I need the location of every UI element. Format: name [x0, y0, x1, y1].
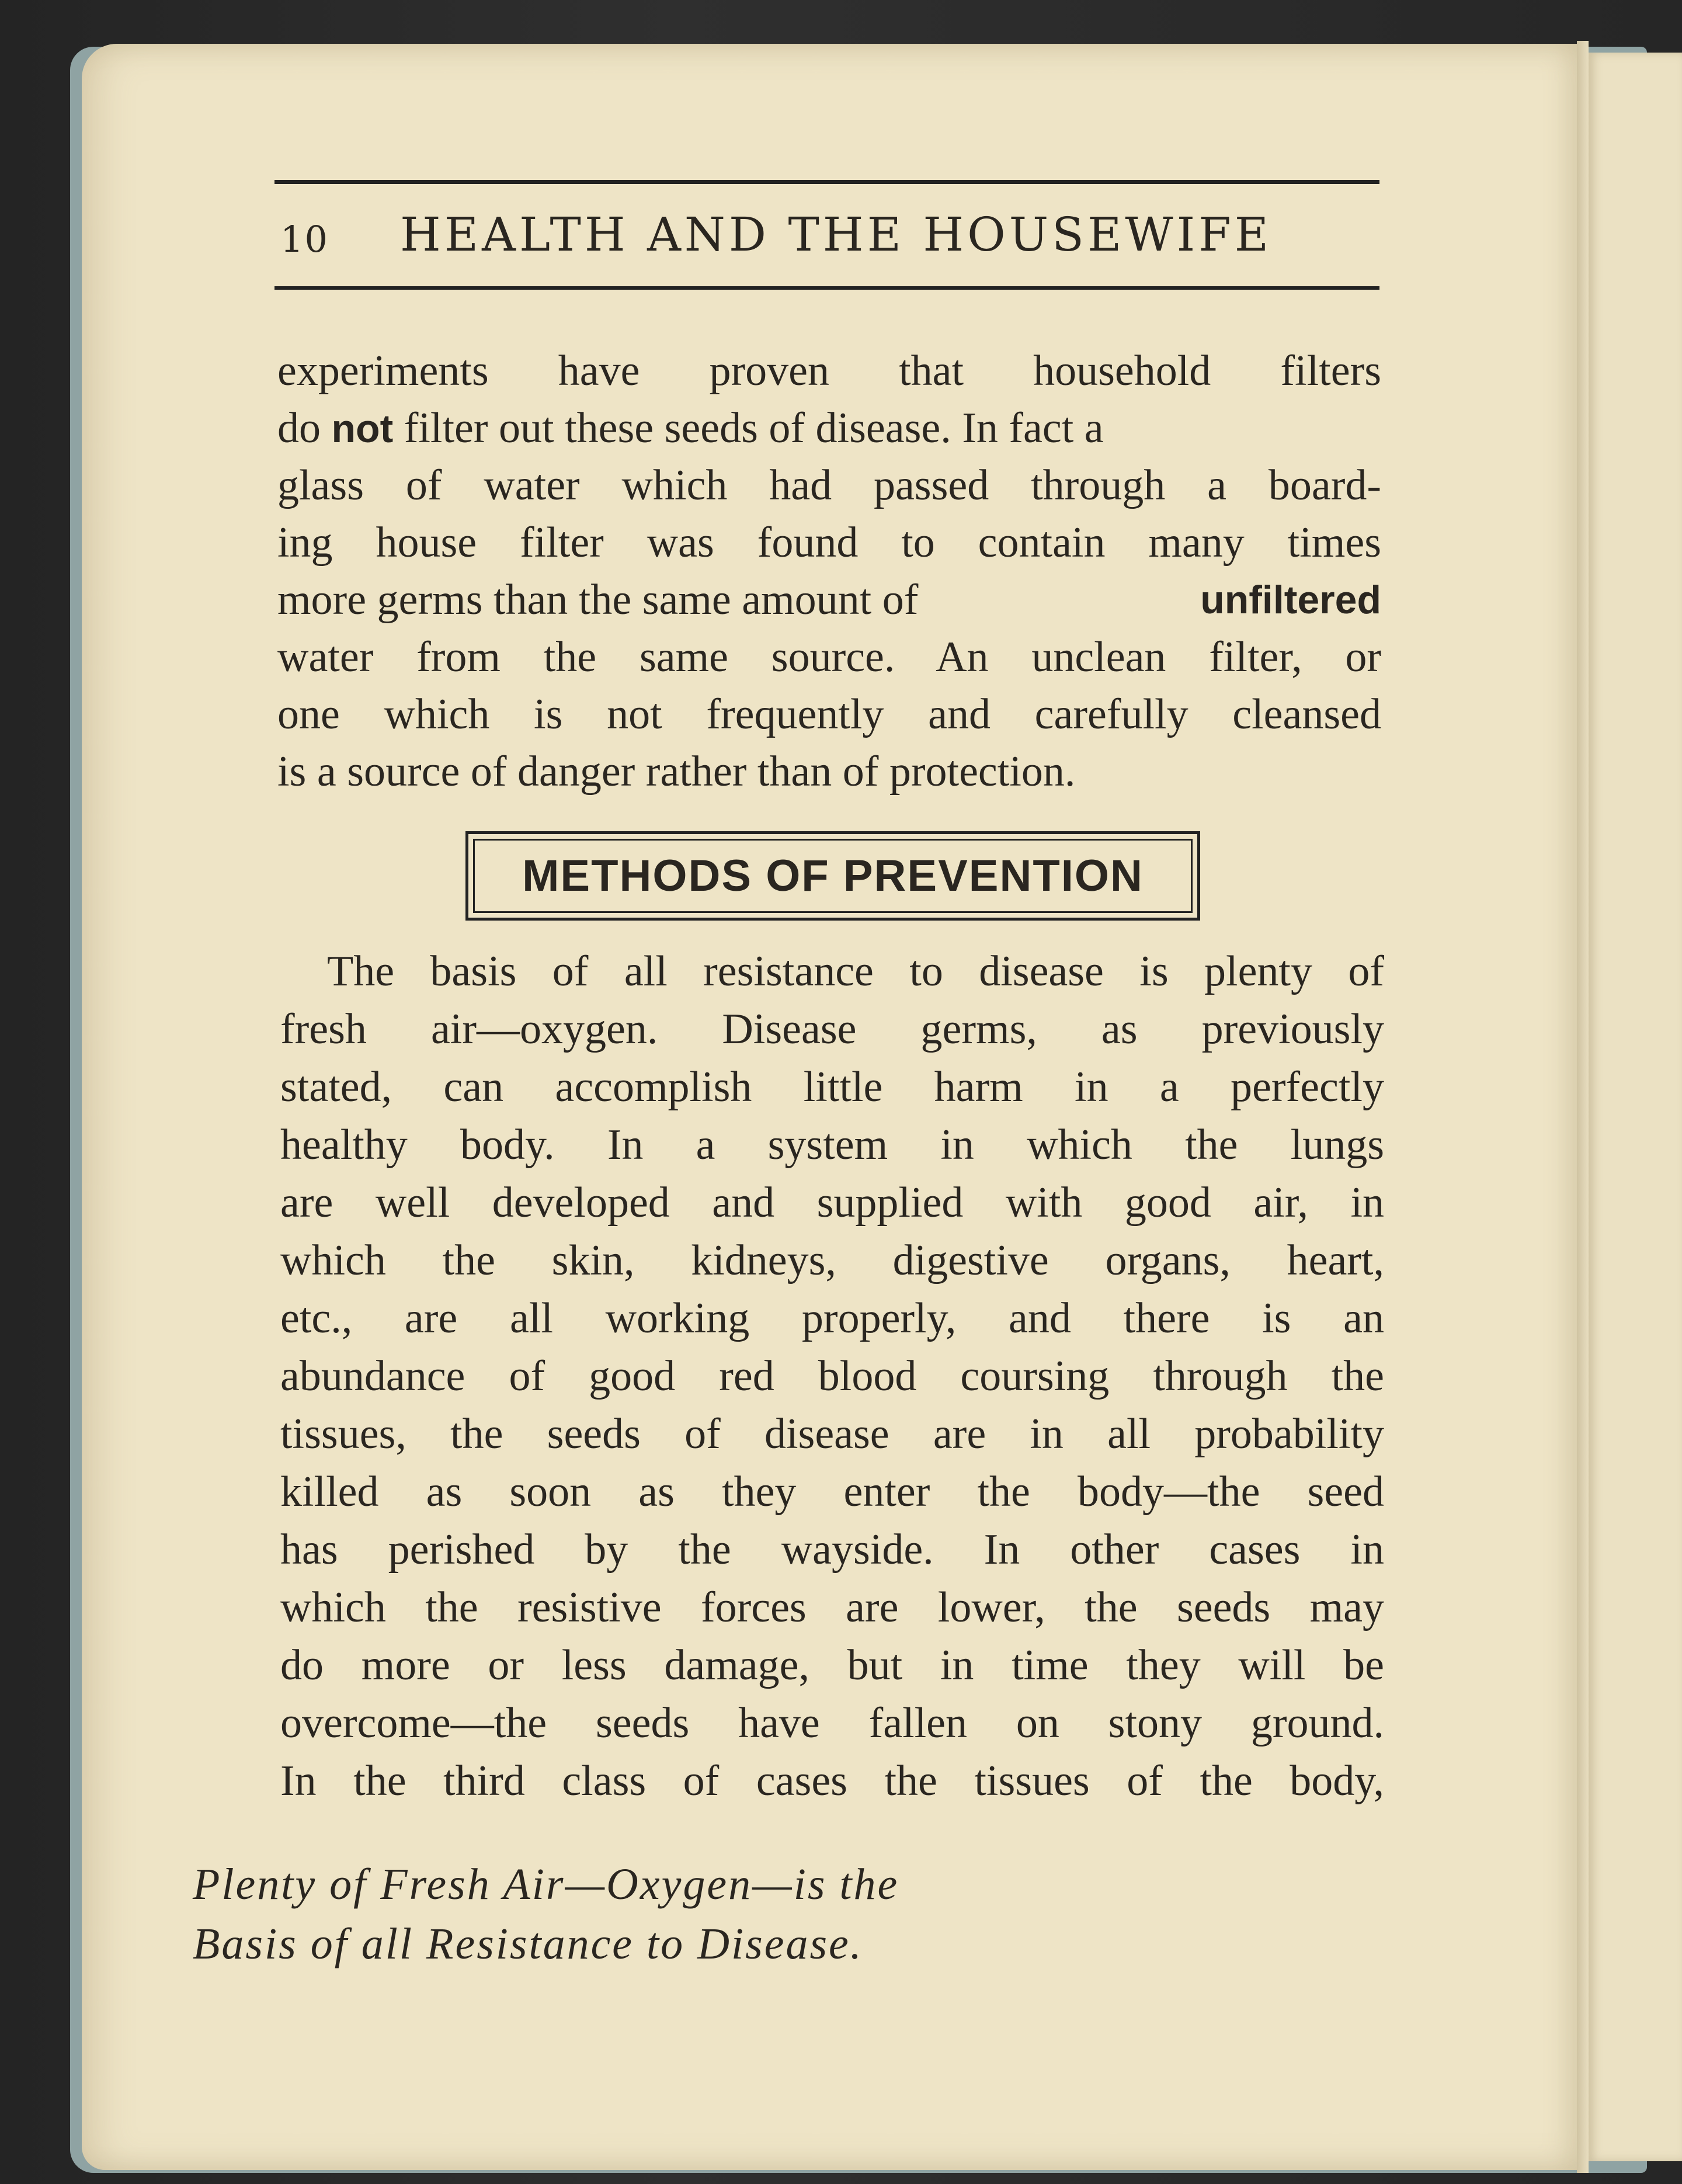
text-line: ing house filter was found to contain many times: [277, 519, 1381, 567]
section-heading: METHODS OF PREVENTION: [522, 851, 1144, 901]
text-line: experiments have proven that household filters: [277, 347, 1381, 395]
text-line: are well developed and supplied with good air, in: [280, 1179, 1384, 1227]
text-line: tissues, the seeds of disease are in all probability: [280, 1410, 1384, 1458]
running-head: HEALTH AND THE HOUSEWIFE: [400, 207, 1273, 262]
text-line: one which is not frequently and carefully cleansed: [277, 690, 1381, 738]
text-line: abundance of good red blood coursing through the: [280, 1352, 1384, 1400]
emphasis-not: not: [331, 407, 394, 451]
text-line: which the resistive forces are lower, the seeds may: [280, 1584, 1384, 1631]
text-line: has perished by the wayside. In other cases in: [280, 1526, 1384, 1574]
footer-caption: [193, 1855, 899, 1974]
section-heading-box: [465, 831, 1200, 921]
text-span: more germs than the same amount of: [277, 576, 919, 624]
text-span: filter out these seeds of disease. In fact a: [404, 404, 1104, 452]
text-line: In the third class of cases the tissues of the body,: [280, 1757, 1384, 1805]
text-line: healthy body. In a system in which the lungs: [280, 1121, 1384, 1169]
page-number: 10: [280, 218, 329, 261]
text-line: [277, 571, 1381, 629]
caption-line-1: Plenty of Fresh Air—Oxygen—is the: [193, 1860, 899, 1909]
caption-line-2: Basis of all Resistance to Disease.: [193, 1919, 863, 1968]
text-line: do more or less damage, but in time they will be: [280, 1641, 1384, 1689]
text-line: stated, can accomplish little harm in a perfectly: [280, 1063, 1384, 1111]
header-bottom-rule: [274, 286, 1379, 290]
emphasis-unfiltered: unfiltered: [1200, 578, 1381, 622]
text-line: overcome—the seeds have fallen on stony ground.: [280, 1699, 1384, 1747]
text-line: is a source of danger rather than of protection.: [277, 748, 1076, 796]
page-header: [274, 207, 1379, 272]
header-top-rule: [274, 180, 1379, 184]
text-line: killed as soon as they enter the body—the seed: [280, 1468, 1384, 1516]
text-line: which the skin, kidneys, digestive organs, heart,: [280, 1237, 1384, 1284]
facing-page-edge: [1589, 53, 1682, 2161]
text-line: glass of water which had passed through a board-: [277, 461, 1381, 509]
text-line: etc., are all working properly, and there is an: [280, 1294, 1384, 1342]
book-gutter: [1577, 41, 1589, 2173]
text-line: The basis of all resistance to disease is plenty of: [327, 947, 1384, 995]
text-span: do: [277, 404, 321, 452]
text-line: fresh air—oxygen. Disease germs, as previously: [280, 1005, 1384, 1053]
text-line: [277, 399, 1381, 457]
text-line: water from the same source. An unclean filter, or: [277, 633, 1381, 681]
